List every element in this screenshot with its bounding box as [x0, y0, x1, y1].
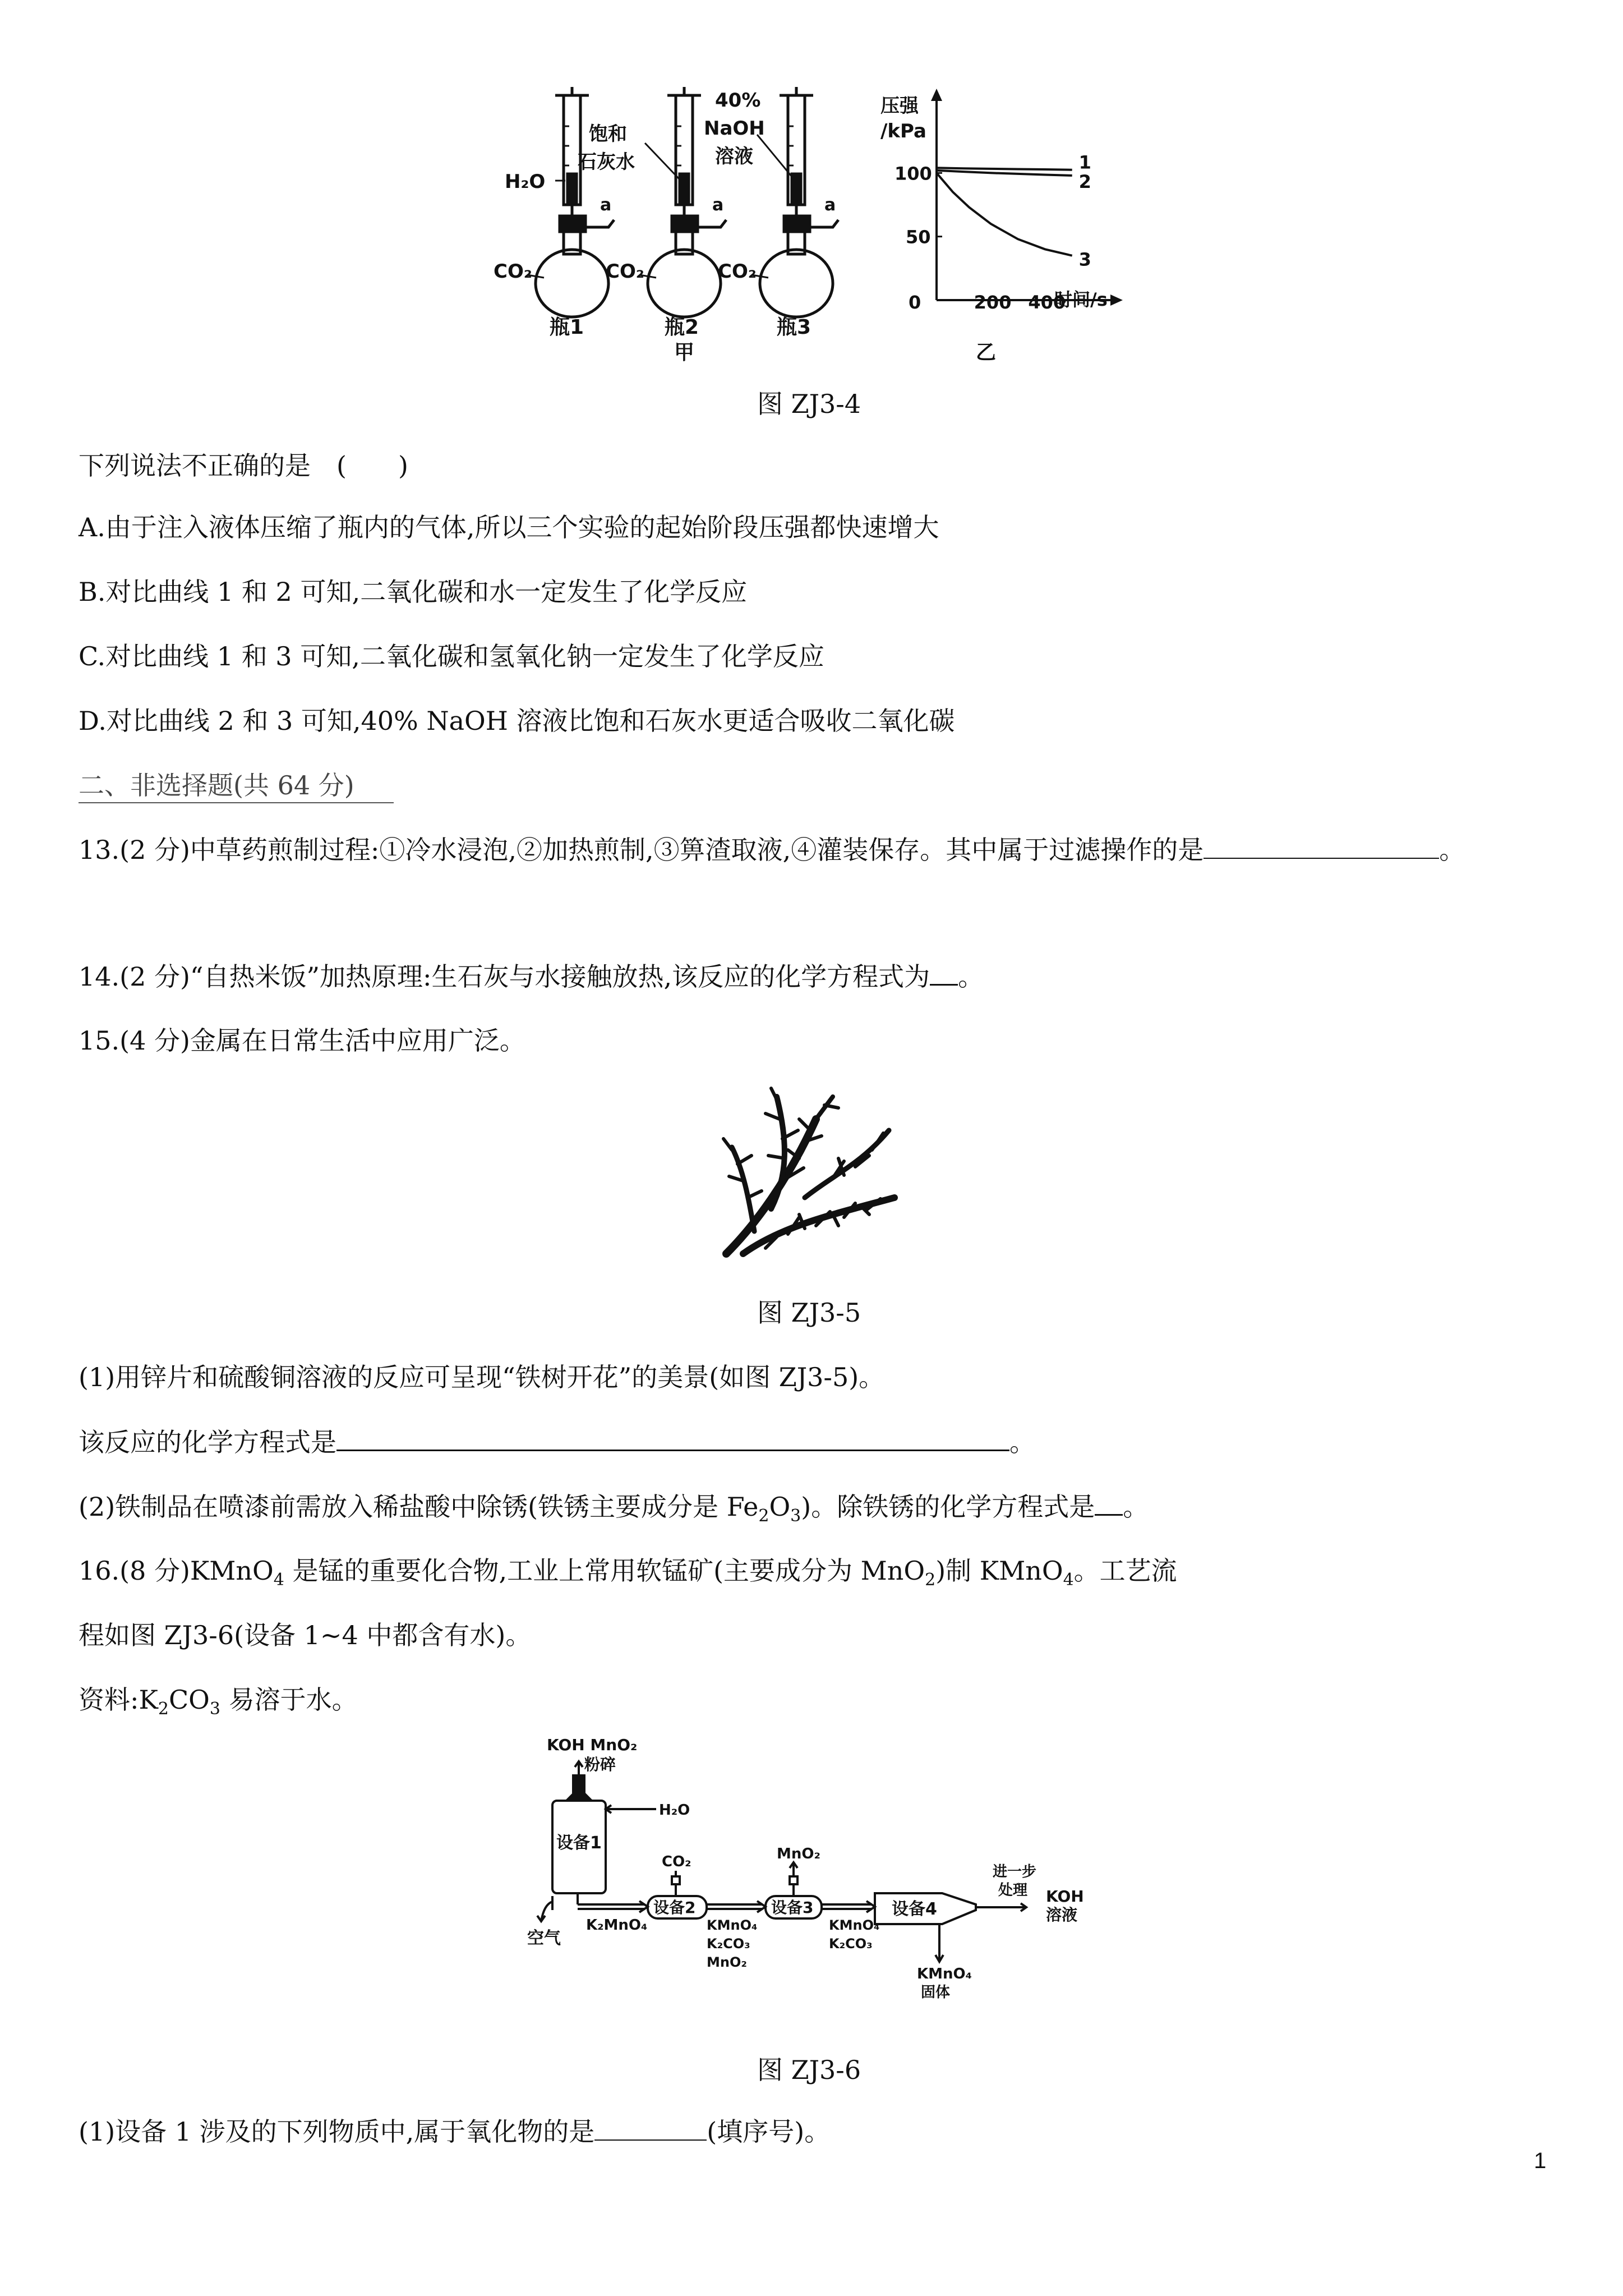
figure-caption-zj3-4: 图 ZJ3-4 — [757, 389, 861, 419]
q16-text: 是锰的重要化合物,工业上常用软锰矿(主要成分为 MnO — [284, 1556, 925, 1586]
question-15-part-1-answer-blank[interactable] — [336, 1425, 1009, 1451]
label-further-2: 处理 — [998, 1882, 1028, 1899]
formula-subscript: 4 — [273, 1570, 284, 1590]
stream-2-mno2: MnO₂ — [707, 1954, 747, 1970]
question-15-part-1b-end: 。 — [1009, 1427, 1035, 1457]
question-16-part-1-text: (1)设备 1 涉及的下列物质中,属于氧化物的是 — [79, 2116, 595, 2147]
chart-xlabel: 时间/s — [1054, 289, 1108, 310]
stream-2-kmno4: KMnO₄ — [707, 1917, 758, 1933]
question-15-part-2-answer-blank[interactable] — [1095, 1489, 1123, 1516]
x-tick-label: 200 — [974, 292, 1012, 313]
series-line-2 — [937, 171, 1072, 176]
question-16-part-1 — [79, 2115, 830, 2148]
question-12-option-c: C.对比曲线 1 和 3 可知,二氧化碳和氢氧化钠一定发生了化学反应 — [79, 641, 824, 671]
question-16-part-1-end: (填序号)。 — [707, 2116, 831, 2147]
label-yi: 乙 — [976, 341, 997, 364]
formula-subscript: 2 — [158, 1699, 169, 1719]
question-15-part-1b — [79, 1425, 1035, 1459]
question-16-line-1 — [79, 1554, 1177, 1588]
series-line-1 — [937, 168, 1072, 169]
question-13-text: 13.(2 分)中草药煎制过程:①冷水浸泡,②加热煎制,③箅渣取液,④灌装保存。其中属于过滤操作的是 — [79, 835, 1204, 865]
label-limewater-2: 石灰水 — [578, 151, 635, 173]
q16-text: 。工艺流 — [1073, 1556, 1177, 1586]
chart-ylabel-2: /kPa — [880, 120, 926, 142]
section-2-heading: 二、非选择题(共 64 分) — [79, 769, 394, 803]
x-tick-label: 0 — [909, 292, 921, 313]
question-15-part-2-tail: )。除铁锈的化学方程式是 — [801, 1492, 1095, 1522]
apparatus-jia — [527, 87, 838, 317]
figure-zj3-4 — [494, 84, 1155, 365]
question-13 — [79, 833, 1465, 867]
y-tick-label: 50 — [906, 226, 931, 248]
question-12-stem: 下列说法不正确的是 ( ) — [79, 450, 408, 481]
series-label-1: 1 — [1078, 151, 1091, 173]
input-h2o: H₂O — [659, 1802, 690, 1819]
label-equipment-1: 设备1 — [556, 1833, 602, 1853]
chart-ylabel-1: 压强 — [880, 95, 919, 117]
label-jia: 甲 — [674, 341, 695, 364]
formula-subscript: 3 — [790, 1506, 801, 1526]
stream-3-k2co3: K₂CO₃ — [829, 1936, 873, 1952]
label-co2-3: CO₂ — [718, 260, 757, 283]
output-mno2: MnO₂ — [777, 1846, 820, 1862]
label-co2-2: CO₂ — [606, 260, 644, 283]
iron-tree-figure — [721, 1085, 900, 1259]
formula-subscript: 4 — [1063, 1570, 1074, 1590]
input-koh-mno2: KOH MnO₂ — [547, 1736, 638, 1754]
y-axis-arrow — [931, 89, 942, 101]
q16-ref-text: CO — [168, 1685, 210, 1715]
x-tick-label: 400 — [1028, 292, 1066, 313]
question-15-intro: 15.(4 分)金属在日常生活中应用广泛。 — [79, 1025, 525, 1056]
question-15-part-1b-text: 该反应的化学方程式是 — [79, 1427, 336, 1457]
question-14-answer-blank[interactable] — [930, 959, 958, 986]
formula-text: O — [769, 1492, 791, 1522]
question-15-part-2-end: 。 — [1123, 1492, 1149, 1522]
output-koh-2: 溶液 — [1046, 1906, 1078, 1924]
label-naoh-2: NaOH — [704, 117, 765, 140]
question-12-option-b: B.对比曲线 1 和 2 可知,二氧化碳和水一定发生了化学反应 — [79, 577, 748, 607]
label-limewater-1: 饱和 — [589, 123, 627, 145]
question-14 — [79, 959, 984, 993]
series-line-3 — [937, 173, 1072, 255]
input-co2: CO₂ — [662, 1853, 691, 1870]
stream-2-k2co3: K₂CO₃ — [707, 1936, 750, 1952]
label-naoh-1: 40% — [715, 89, 761, 112]
y-tick-label: 100 — [895, 163, 932, 185]
pressure-chart — [880, 89, 1123, 364]
question-16-line-2: 程如图 ZJ3-6(设备 1~4 中都含有水)。 — [79, 1620, 532, 1650]
question-15-part-2 — [79, 1489, 1149, 1524]
label-bottle-3: 瓶3 — [777, 316, 811, 339]
output-koh-1: KOH — [1046, 1887, 1084, 1906]
q16-ref-text: 易溶于水。 — [220, 1685, 358, 1715]
input-air: 空气 — [527, 1929, 561, 1948]
q16-text: 16.(8 分)KMnO — [79, 1556, 274, 1586]
question-12-option-a: A.由于注入液体压缩了瓶内的气体,所以三个实验的起始阶段压强都快速增大 — [79, 512, 939, 542]
formula-subscript: 2 — [758, 1506, 769, 1526]
figure-caption-zj3-6: 图 ZJ3-6 — [757, 2055, 861, 2085]
label-equipment-4: 设备4 — [892, 1899, 937, 1919]
formula-subscript: 3 — [209, 1699, 220, 1719]
question-15-part-2-text: (2)铁制品在喷漆前需放入稀盐酸中除锈(铁锈主要成分是 Fe — [79, 1492, 759, 1522]
label-bottle-1: 瓶1 — [550, 316, 584, 339]
valve-a-3: a — [824, 195, 836, 215]
stream-k2mno4: K₂MnO₄ — [586, 1917, 648, 1934]
label-bottle-2: 瓶2 — [665, 316, 699, 339]
output-solid-2: 固体 — [921, 1984, 951, 2001]
question-13-end: 。 — [1439, 835, 1465, 865]
question-14-end: 。 — [958, 961, 984, 992]
label-equipment-2: 设备2 — [653, 1898, 696, 1917]
output-solid-1: KMnO₄ — [917, 1966, 972, 1982]
q16-text: )制 KMnO — [935, 1556, 1063, 1586]
label-crush: 粉碎 — [584, 1755, 616, 1774]
label-equipment-3: 设备3 — [771, 1898, 814, 1917]
question-13-answer-blank[interactable] — [1204, 833, 1439, 859]
question-14-text: 14.(2 分)“自热米饭”加热原理:生石灰与水接触放热,该反应的化学方程式为 — [79, 961, 930, 992]
series-label-3: 3 — [1078, 249, 1091, 270]
page-number: 1 — [1534, 2148, 1547, 2173]
x-axis-arrow — [1110, 295, 1123, 306]
label-naoh-3: 溶液 — [715, 145, 753, 168]
series-label-2: 2 — [1078, 171, 1091, 192]
question-15-part-1: (1)用锌片和硫酸铜溶液的反应可呈现“铁树开花”的美景(如图 ZJ3-5)。 — [79, 1362, 885, 1392]
question-16-reference — [79, 1683, 358, 1717]
valve-a-1: a — [600, 195, 612, 215]
valve-a-2: a — [712, 195, 724, 215]
figure-caption-zj3-5: 图 ZJ3-5 — [757, 1297, 861, 1328]
label-co2-1: CO₂ — [494, 260, 532, 283]
question-12-option-d: D.对比曲线 2 和 3 可知,40% NaOH 溶液比饱和石灰水更适合吸收二氧化碳 — [79, 706, 955, 736]
stream-3-kmno4: KMnO₄ — [829, 1917, 880, 1933]
label-h2o: H₂O — [505, 171, 546, 193]
formula-subscript: 2 — [925, 1570, 936, 1590]
q16-ref-text: 资料:K — [79, 1685, 158, 1715]
question-16-part-1-answer-blank[interactable] — [594, 2115, 707, 2141]
figure-zj3-6-process-flow — [522, 1736, 1099, 2017]
label-further-1: 进一步 — [993, 1864, 1037, 1880]
